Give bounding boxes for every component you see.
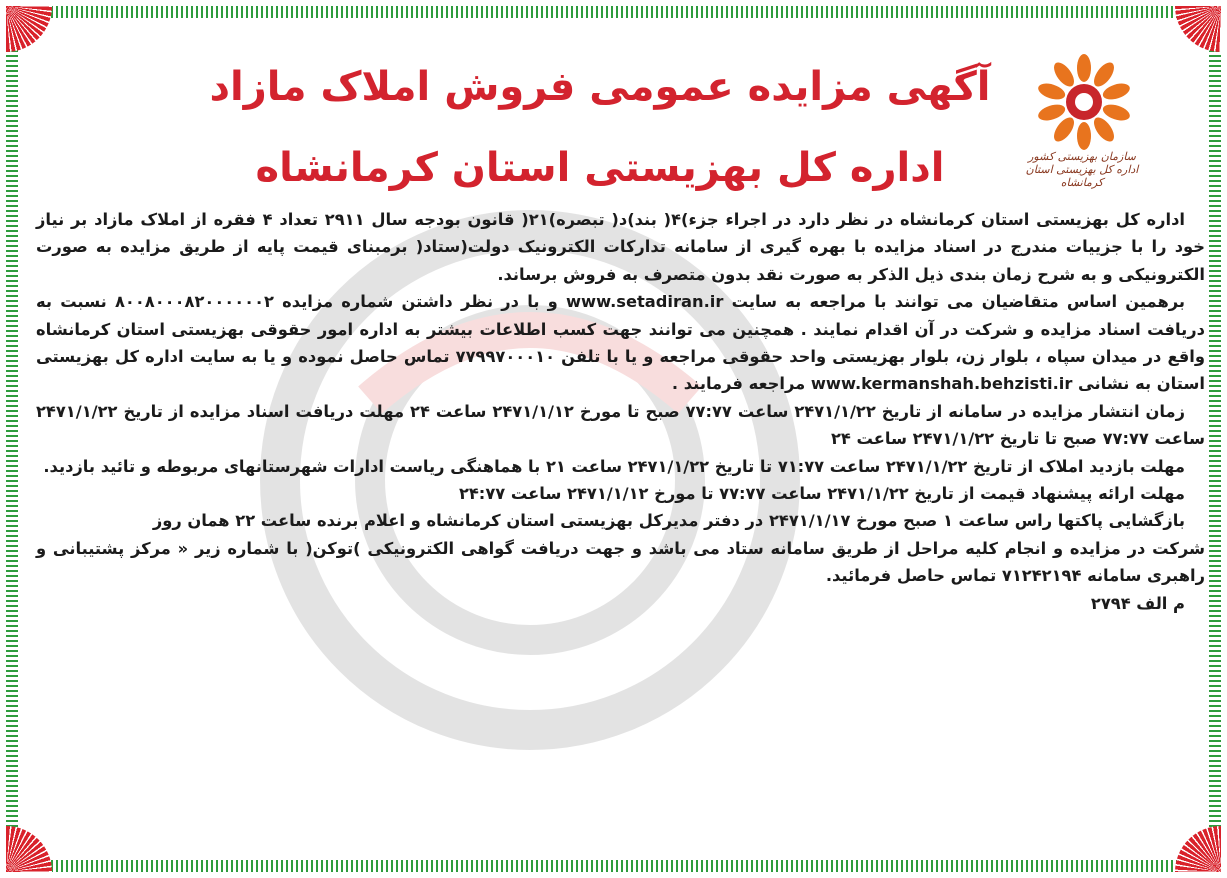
logo-caption-line1: سازمان بهزیستی کشور bbox=[1028, 150, 1136, 163]
paragraph-intro: اداره کل بهزیستی استان کرمانشاه در نظر دارد در اجراء جزء)۴( بند)د( تبصره)۲۱( قانون بودجه سال ۲۹۱۱ تعداد ۴ فقره از املاک مازاد بر نیاز خود را با جزییات مندرج در اسناد مزایده با بهره گیری از سامانه تدارکات الکترونیک دولت(ستاد( برمبنای قیمت پایه از طریق مزایده به صورت الکترونیکی و به شرح زمان بندی ذیل الذکر به صورت نقد بدون متصرف به فروش برساند. bbox=[36, 210, 1205, 284]
border-top bbox=[46, 6, 1181, 18]
page-subtitle: اداره کل بهزیستی استان کرمانشاه bbox=[255, 145, 945, 191]
border-bottom bbox=[46, 860, 1181, 872]
border-left bbox=[6, 46, 18, 832]
logo-caption-line2: اداره کل بهزیستی استان کرمانشاه bbox=[1025, 163, 1139, 189]
paragraph-participation: برهمین اساس متقاضیان می توانند با مراجعه به سایت www.setadiran.ir و با در نظر داشتن شماره مزایده ۸۰۰۸۰۰۰۸۲۰۰۰۰۰۰۲ نسبت به دریافت اسناد مزایده و شرکت در آن اقدام نمایند . همچنین می توانند جهت کسب اطلاعات بیشتر به اداره امور حقوقی بهزیستی استان کرمانشاه واقع در میدان سپاه ، بلوار زن، بلوار بهزیستی واحد حقوقی مراجعه و یا با تلفن ۷۷۹۹۷۰۰۰۱۰ تماس حاصل نموده و یا به سایت اداره کل بهزیستی استان به نشانی www.kermanshah.behzisti.ir مراجعه فرمایند . bbox=[36, 292, 1205, 394]
corner-ornament-top-left bbox=[6, 6, 52, 52]
corner-ornament-bottom-right bbox=[1175, 826, 1221, 872]
paragraph-publication-time: زمان انتشار مزایده در سامانه از تاریخ ۲۴۷۱/۱/۲۲ ساعت ۷۷:۷۷ صبح تا مورخ ۲۴۷۱/۱/۱۲ ساعت ۲۴ مهلت دریافت اسناد مزایده از تاریخ ۲۴۷۱/۱/۲۲ ساعت ۷۷:۷۷ صبح تا تاریخ ۲۴۷۱/۱/۲۲ ساعت ۲۴ bbox=[36, 401, 1205, 449]
border-right bbox=[1209, 46, 1221, 832]
paragraph-reference: م الف ۲۷۹۴ bbox=[1090, 593, 1185, 613]
paragraph-token: شرکت در مزایده و انجام کلیه مراحل از طریق سامانه ستاد می باشد و جهت دریافت گواهی الکترونیکی )توکن( با شماره زیر « مرکز پشتیبانی و راهبری سامانه ۷۱۲۴۲۱۹۴ تماس حاصل فرمائید. bbox=[36, 538, 1205, 586]
paragraph-opening: بازگشایی پاکتها راس ساعت ۱ صبح مورخ ۲۴۷۱/۱/۱۷ در دفتر مدیرکل بهزیستی استان کرمانشاه و اعلام برنده ساعت ۲۲ همان روز bbox=[152, 511, 1185, 531]
corner-ornament-bottom-left bbox=[6, 826, 52, 872]
paragraph-visit-deadline: مهلت بازدید املاک از تاریخ ۲۴۷۱/۱/۲۲ ساعت ۷۱:۷۷ تا تاریخ ۲۴۷۱/۱/۲۲ ساعت ۲۱ با هماهنگی ریاست ادارات شهرستانهای مربوطه و تائید بازدید. bbox=[43, 456, 1185, 476]
corner-ornament-top-right bbox=[1175, 6, 1221, 52]
paragraph-bid-deadline: مهلت ارائه پیشنهاد قیمت از تاریخ ۲۴۷۱/۱/۲۲ ساعت ۷۷:۷۷ تا مورخ ۲۴۷۱/۱/۱۲ ساعت ۲۴:۷۷ bbox=[458, 484, 1185, 504]
page-title: آگهی مزایده عمومی فروش املاک مازاد bbox=[209, 64, 991, 110]
notice-body bbox=[36, 206, 1205, 617]
